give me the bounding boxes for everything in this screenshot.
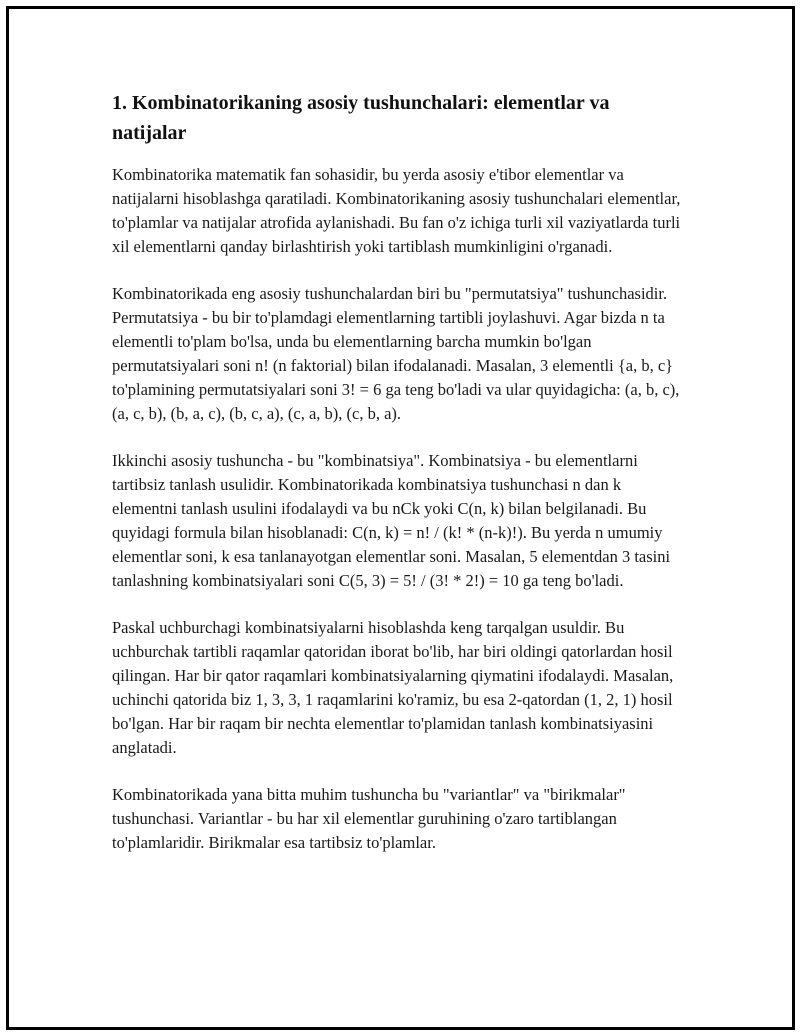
- section-title: 1. Kombinatorikaning asosiy tushunchalari: elementlar va natijalar: [112, 92, 610, 144]
- paragraph-pascal-triangle: Paskal uchburchagi kombinatsiyalarni hisoblashda keng tarqalgan usuldir. Bu uchburchak tartibli raqamlar qatoridan iborat bo'lib, har biri oldingi qatorlardan hosil qilingan. Har bir qator raqamlari kombinatsiyalarning qiymatini ifodalaydi. Masalan, uchinchi qatorida biz 1, 3, 3, 1 raqamlarini ko'ramiz, bu esa 2-qatordan (1, 2, 1) hosil bo'lgan. Har bir raqam bir nechta elementlar to'plamidan tanlash kombinatsiyasini anglatadi.: [112, 618, 674, 757]
- paragraph-combination: Ikkinchi asosiy tushuncha - bu "kombinatsiya". Kombinatsiya - bu elementlarni tartibsiz tanlash usulidir. Kombinatorikada kombinatsiya tushunchasi n dan k elementni tanlash usulini ifodalaydi va bu nCk yoki C(n, k) bilan belgilanadi. Bu quyidagi formula bilan hisoblanadi: C(n, k) = n! / (k! * (n-k)!). Bu yerda n umumiy elementlar soni, k esa tanlanayotgan elementlar soni. Masalan, 5 elementdan 3 tasini tanlashning kombinatsiyalari soni C(5, 3) = 5! / (3! * 2!) = 10 ga teng bo'ladi.: [112, 451, 671, 590]
- paragraph-intro: Kombinatorika matematik fan sohasidir, bu yerda asosiy e'tibor elementlar va natijalarni hisoblashga qaratiladi. Kombinatorikaning asosiy tushunchalari elementlar, to'plamlar va natijalar atrofida aylanishadi. Bu fan o'z ichiga turli xil vaziyatlarda turli xil elementlarni qanday birlashtirish yoki tartiblash mumkinligini o'rganadi.: [112, 165, 681, 256]
- document-content: [112, 88, 687, 878]
- paragraph-permutation: Kombinatorikada eng asosiy tushunchalardan biri bu "permutatsiya" tushunchasidir. Permutatsiya - bu bir to'plamdagi elementlarning tartibli joylashuvi. Agar bizda n ta elementli to'plam bo'lsa, unda bu elementlarning barcha mumkin bo'lgan permutatsiyalari soni n! (n faktorial) bilan ifodalanadi. Masalan, 3 elementli {a, b, c} to'plamining permutatsiyalari soni 3! = 6 ga teng bo'ladi va ular quyidagicha: (a, b, c), (a, c, b), (b, a, c), (b, c, a), (c, a, b), (c, b, a).: [112, 284, 680, 423]
- paragraph-variants: Kombinatorikada yana bitta muhim tushuncha bu "variantlar" va "birikmalar" tushunchasi. Variantlar - bu har xil elementlar guruhining o'zaro tartiblangan to'plamlaridir. Birikmalar esa tartibsiz to'plamlar.: [112, 785, 626, 852]
